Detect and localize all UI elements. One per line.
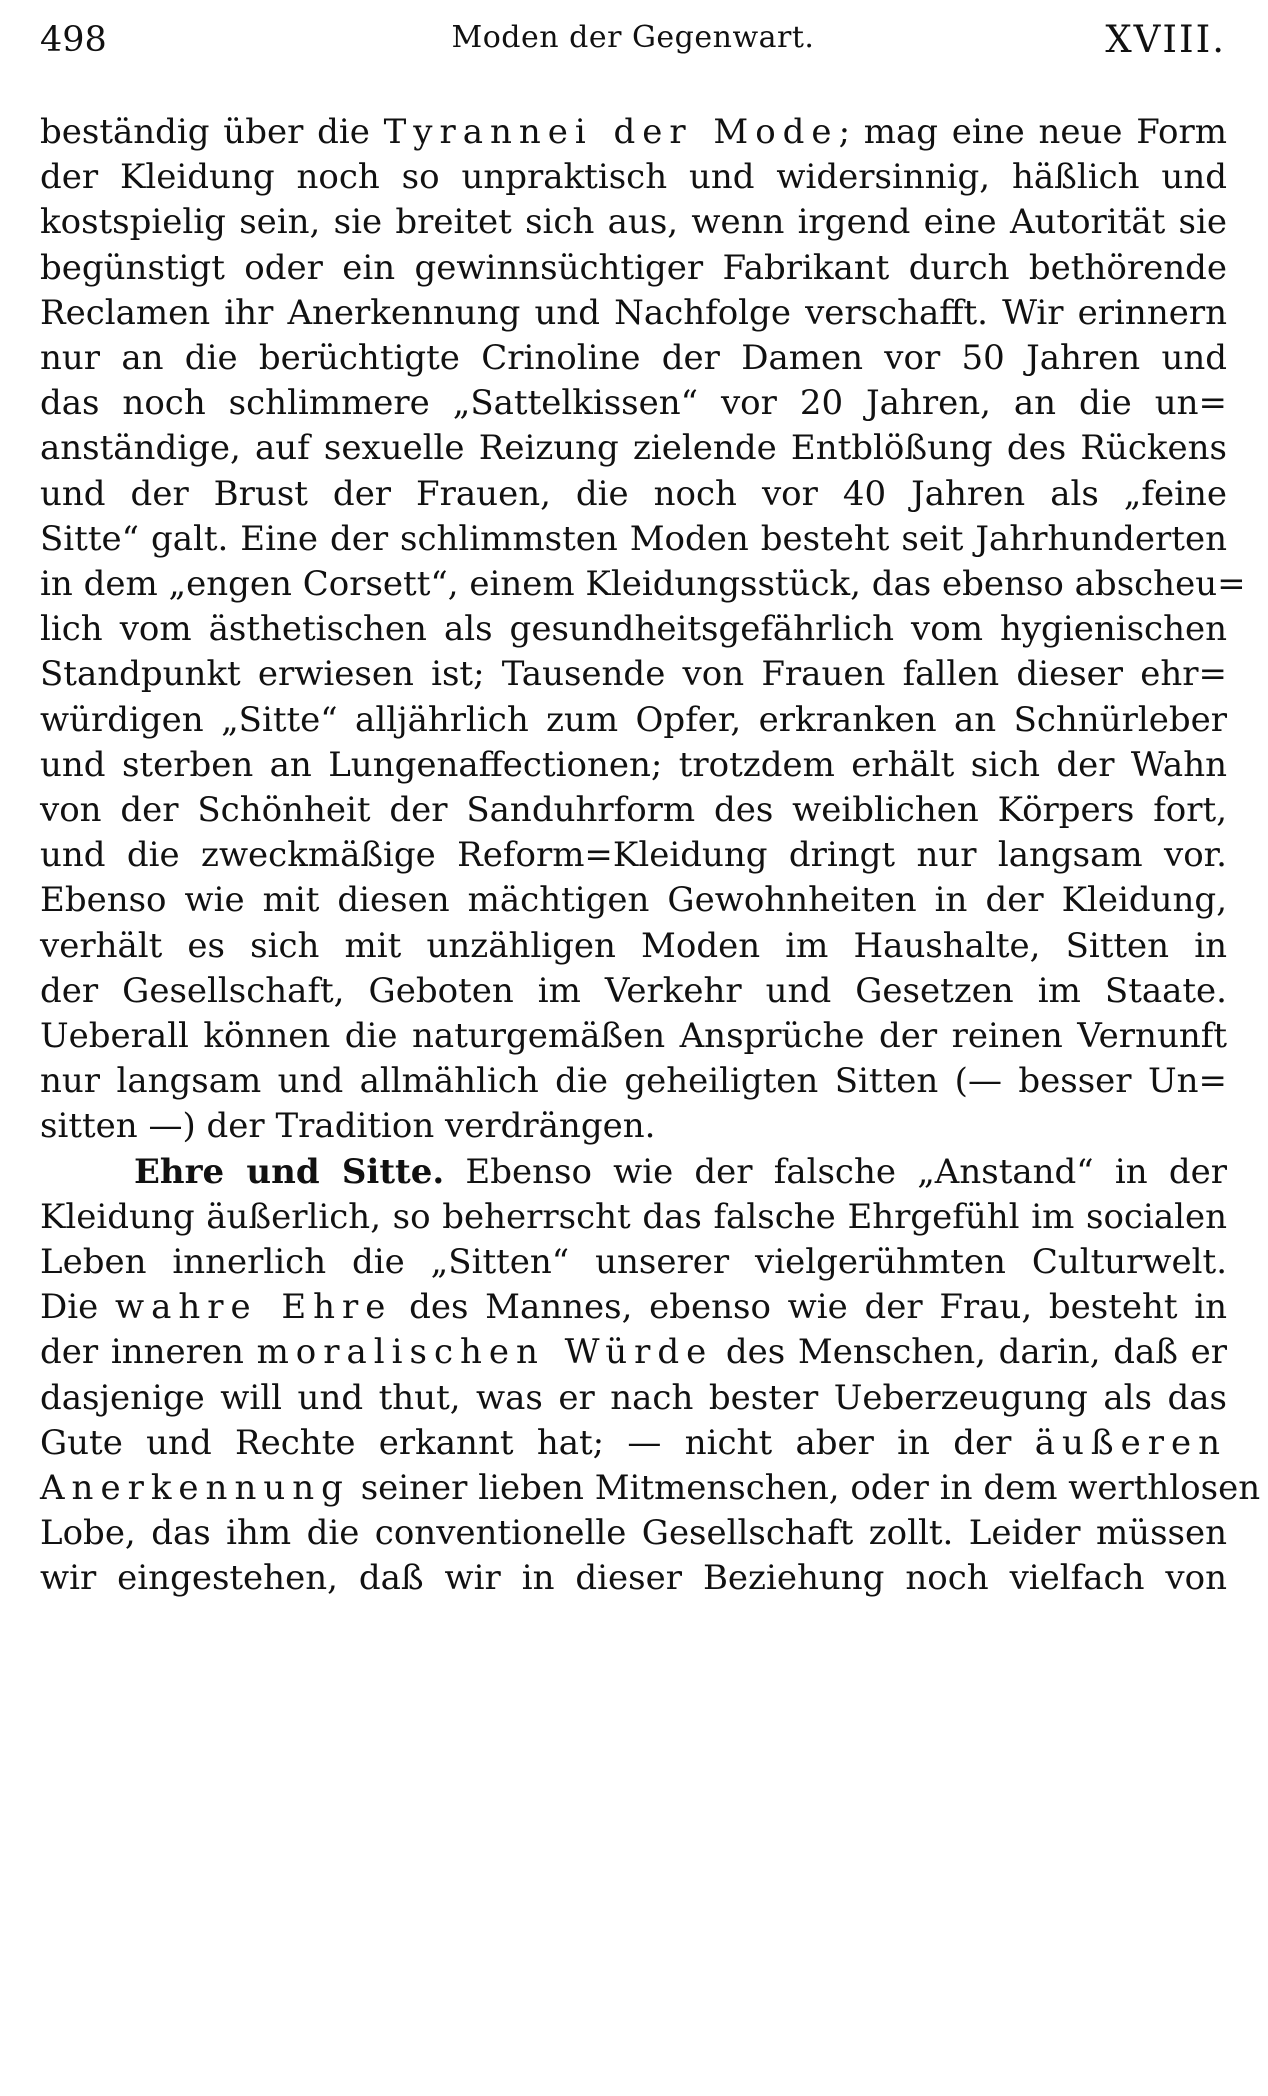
text-segment: ; mag eine neue Form [838,112,1227,152]
text-segment: anständige, auf sexuelle Reizung zielende Entblößung des Rückens [40,428,1227,469]
emphasized-text: moralischen Würde [256,1332,714,1373]
text-segment: der Kleidung noch so unpraktisch und widersinnig, häßlich und [40,157,1227,198]
text-segment: Standpunkt erwiesen ist; Tausende von Frauen fallen dieser ehr= [40,654,1227,695]
chapter-number: XVIII. [1105,18,1226,61]
text-segment: des Mannes, ebenso wie der Frau, besteht in [392,1287,1228,1328]
text-segment: der inneren [40,1332,257,1373]
text-segment: kostspielig sein, sie breitet sich aus, wenn irgend eine Autorität sie [40,202,1227,243]
text-segment: Ueberall können die naturgemäßen Ansprüche der reinen Vernunft [40,1016,1227,1056]
text-segment: Ebenso wie der falsche „Anstand“ in der [444,1151,1227,1192]
text-segment: in dem „engen Corsett“, einem Kleidungsstück, das ebenso abscheu= [40,564,1246,604]
text-segment: Sitte“ galt. Eine der schlimmsten Moden besteht seit Jahrhunderten [40,518,1227,559]
text-segment: der Gesellschaft, Geboten im Verkehr und Gesetzen im Staate. [40,970,1227,1011]
emphasized-text: Tyrannei der Mode [383,112,839,152]
text-segment: beständig über die [40,112,384,152]
emphasized-text: Anerkennung [40,1468,350,1508]
text-segment: und sterben an Lungenaffectionen; trotzdem erhält sich der Wahn [40,744,1227,785]
text-segment: dasjenige will und thut, was er nach bester Ueberzeugung als das [40,1377,1227,1418]
text-segment: Lobe, das ihm die conventionelle Gesellschaft zollt. Leider müssen [40,1513,1227,1554]
text-segment: das noch schlimmere „Sattelkissen“ vor 20 Jahren, an die un= [40,383,1227,424]
text-segment: Ebenso wie mit diesen mächtigen Gewohnheiten in der Kleidung, [40,880,1227,921]
text-segment: lich vom ästhetischen als gesundheitsgefährlich vom hygienischen [40,609,1227,650]
text-segment: des Menschen, darin, daß er [713,1332,1227,1373]
text-segment: sitten —) der Tradition verdrängen. [40,1106,656,1147]
text-segment: verhält es sich mit unzähligen Moden im Haushalte, Sitten in [40,925,1227,966]
text-segment: nur an die berüchtigte Crinoline der Damen vor 50 Jahren und [40,338,1227,378]
text-segment: seiner lieben Mitmenschen, oder in dem werthlosen [349,1468,1261,1508]
text-segment: und die zweckmäßige Reform=Kleidung dringt nur langsam vor. [40,835,1227,876]
page-number: 498 [40,20,107,60]
running-head: Moden der Gegenwart. [451,20,815,55]
text-segment: Kleidung äußerlich, so beherrscht das falsche Ehrgefühl im socialen [40,1196,1227,1237]
text-segment: wir eingestehen, daß wir in dieser Beziehung noch vielfach von [40,1558,1227,1599]
text-segment: Leben innerlich die „Sitten“ unserer vielgerühmten Culturwelt. [40,1242,1227,1282]
text-segment: würdigen „Sitte“ alljährlich zum Opfer, erkranken an Schnürleber [40,699,1227,740]
emphasized-text: wahre Ehre [114,1287,393,1328]
text-segment: Die [40,1287,115,1328]
emphasized-text: äußeren [1034,1422,1227,1463]
text-segment: Reclamen ihr Anerkennung und Nachfolge verschafft. Wir erinnern [40,292,1227,333]
section-heading: Ehre und Sitte. [134,1151,445,1192]
page-header [40,16,1226,76]
text-segment: und der Brust der Frauen, die noch vor 40 Jahren als „feine [40,473,1227,514]
text-segment: Gute und Rechte erkannt hat; — nicht aber in der [40,1422,1035,1463]
text-segment: nur langsam und allmählich die geheiligten Sitten (— besser Un= [40,1061,1227,1102]
text-line [40,1548,1227,1608]
text-segment: begünstigt oder ein gewinnsüchtiger Fabrikant durch bethörende [40,247,1227,288]
text-segment: von der Schönheit der Sanduhrform des weiblichen Körpers fort, [40,790,1227,830]
